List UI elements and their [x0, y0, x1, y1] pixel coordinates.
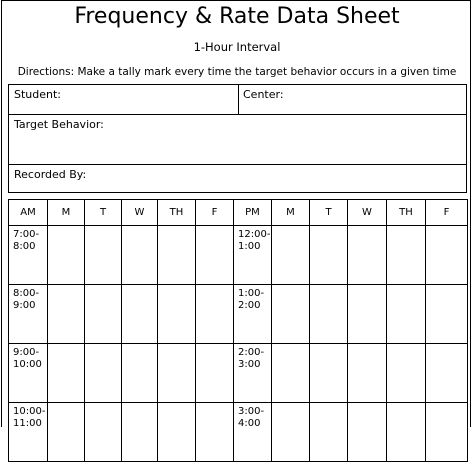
tally-cell[interactable]: [310, 226, 348, 285]
pm-day-header-m: M: [272, 200, 310, 226]
tally-cell[interactable]: [348, 285, 387, 344]
tally-cell[interactable]: [348, 344, 387, 403]
pm-day-header-f: F: [426, 200, 468, 226]
am-time-cell: 8:00- 9:00: [9, 285, 48, 344]
pm-day-header-w: W: [348, 200, 387, 226]
tally-cell[interactable]: [48, 285, 85, 344]
tally-cell[interactable]: [387, 226, 426, 285]
recorded-by-row: [9, 165, 466, 194]
table-row: [9, 344, 468, 403]
tally-cell[interactable]: [310, 344, 348, 403]
tally-cell[interactable]: [387, 403, 426, 462]
pm-day-header-t: T: [310, 200, 348, 226]
table-header-row: [9, 200, 468, 226]
student-field-label: Student:: [14, 88, 62, 101]
tally-cell[interactable]: [426, 403, 468, 462]
tally-cell[interactable]: [387, 344, 426, 403]
am-day-header-m: M: [48, 200, 85, 226]
tally-cell[interactable]: [85, 403, 122, 462]
tally-cell[interactable]: [122, 344, 158, 403]
pm-time-cell: 3:00- 4:00: [234, 403, 272, 462]
tally-cell[interactable]: [158, 344, 196, 403]
table-row: [9, 226, 468, 285]
pm-header: PM: [234, 200, 272, 226]
target-behavior-row: [9, 115, 466, 165]
tally-cell[interactable]: [196, 344, 234, 403]
pm-time-cell: 2:00- 3:00: [234, 344, 272, 403]
tally-cell[interactable]: [272, 285, 310, 344]
tally-cell[interactable]: [48, 403, 85, 462]
pm-time-cell: 1:00- 2:00: [234, 285, 272, 344]
tally-cell[interactable]: [122, 285, 158, 344]
tally-cell[interactable]: [48, 344, 85, 403]
tally-cell[interactable]: [158, 226, 196, 285]
tally-cell[interactable]: [196, 285, 234, 344]
tally-cell[interactable]: [272, 344, 310, 403]
tally-cell[interactable]: [122, 403, 158, 462]
tally-cell[interactable]: [272, 403, 310, 462]
tally-cell[interactable]: [272, 226, 310, 285]
tally-cell[interactable]: [426, 285, 468, 344]
am-header: AM: [9, 200, 48, 226]
sheet-title: Frequency & Rate Data Sheet: [74, 4, 400, 29]
tally-cell[interactable]: [310, 285, 348, 344]
info-box: [8, 84, 467, 193]
student-center-row: [9, 85, 466, 115]
tally-cell[interactable]: [196, 403, 234, 462]
tally-cell[interactable]: [158, 403, 196, 462]
tally-cell[interactable]: [348, 226, 387, 285]
tally-cell[interactable]: [310, 403, 348, 462]
tally-cell[interactable]: [85, 344, 122, 403]
tally-cell[interactable]: [348, 403, 387, 462]
directions-text: Directions: Make a tally mark every time the target behavior occurs in a given time: [17, 66, 457, 78]
pm-day-header-th: TH: [387, 200, 426, 226]
table-row: [9, 285, 468, 344]
am-day-header-t: T: [85, 200, 122, 226]
am-time-cell: 9:00- 10:00: [9, 344, 48, 403]
table-row: [9, 403, 468, 462]
tally-cell[interactable]: [196, 226, 234, 285]
tally-cell[interactable]: [426, 226, 468, 285]
tally-cell[interactable]: [85, 226, 122, 285]
am-time-cell: 7:00- 8:00: [9, 226, 48, 285]
tally-cell[interactable]: [426, 344, 468, 403]
interval-label: 1-Hour Interval: [193, 40, 281, 54]
am-day-header-w: W: [122, 200, 158, 226]
center-field-label: Center:: [243, 88, 284, 101]
tally-cell[interactable]: [387, 285, 426, 344]
tally-table: [8, 199, 468, 462]
am-time-cell: 10:00- 11:00: [9, 403, 48, 462]
tally-cell[interactable]: [85, 285, 122, 344]
field-divider: [238, 85, 239, 114]
tally-cell[interactable]: [122, 226, 158, 285]
am-day-header-f: F: [196, 200, 234, 226]
target-behavior-label: Target Behavior:: [14, 118, 104, 131]
tally-cell[interactable]: [48, 226, 85, 285]
tally-cell[interactable]: [158, 285, 196, 344]
pm-time-cell: 12:00- 1:00: [234, 226, 272, 285]
recorded-by-label: Recorded By:: [14, 168, 87, 181]
am-day-header-th: TH: [158, 200, 196, 226]
